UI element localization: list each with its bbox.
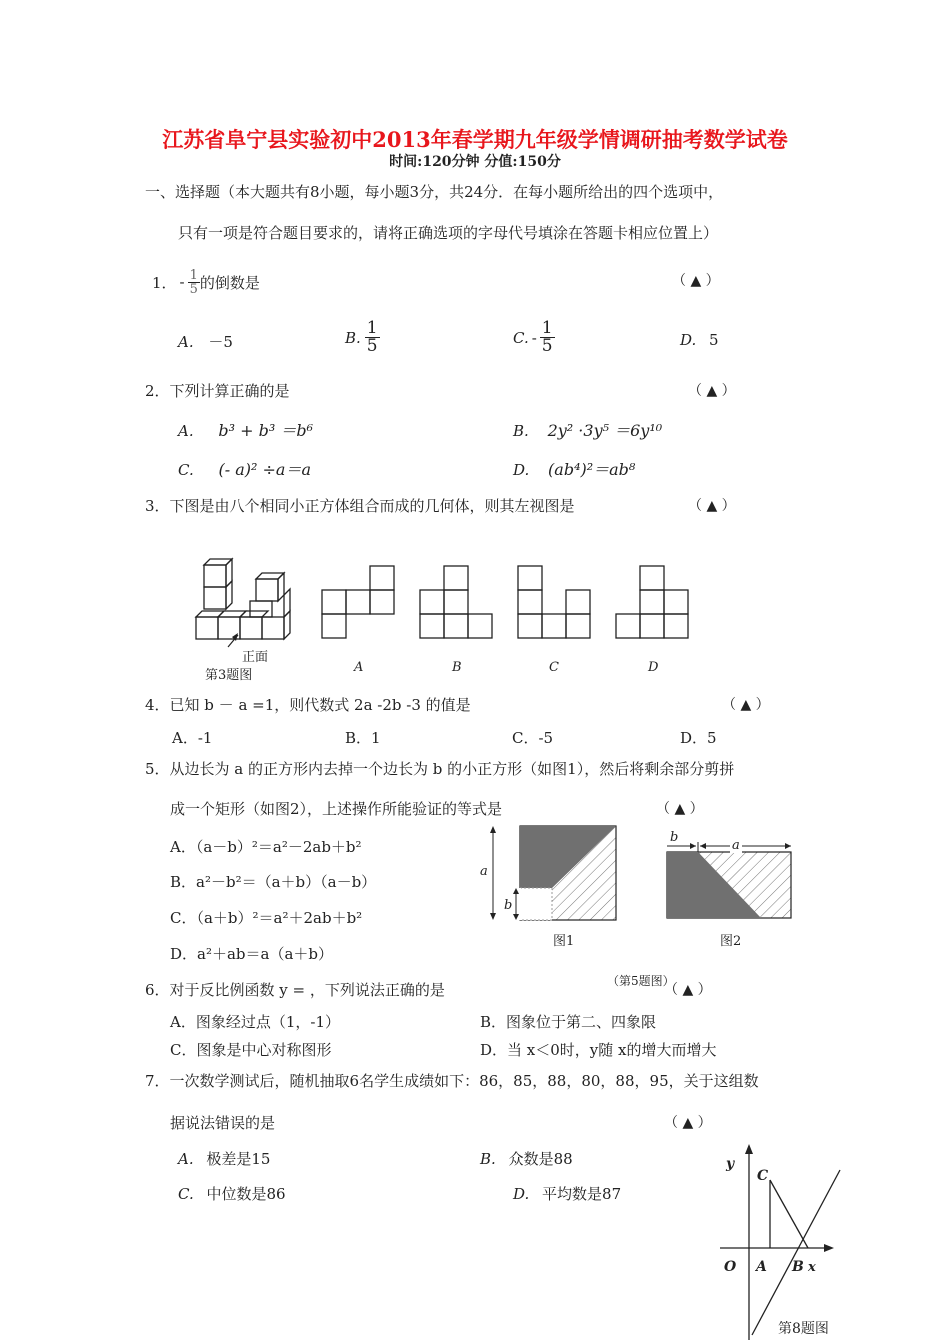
q7-a-label: A. (178, 1150, 194, 1168)
q1-a-value: －5 (208, 333, 233, 351)
q1-c-label: C. (513, 328, 529, 347)
q1-d-label: D. (680, 331, 697, 349)
q5-fig1-caption: 图1 (553, 934, 575, 949)
q1-option-a (178, 331, 233, 352)
exam-title: 江苏省阜宁县实验初中2013年春学期九年级学情调研抽考数学试卷 (162, 127, 788, 152)
q6-option-c: C．图象是中心对称图形 (170, 1041, 332, 1059)
q1-frac-den: 5 (189, 281, 198, 297)
q1-text: 的倒数是 (199, 273, 260, 292)
q5-figure-caption: （第5题图） (607, 974, 675, 988)
q5-option-c: C．（a＋b）²＝a²＋2ab＋b² (170, 909, 363, 927)
q7-a-text: 极差是15 (206, 1150, 271, 1168)
q2-c-expr: (- a)² ÷a＝a (218, 460, 312, 479)
q2-b-expr: 2y² ·3y⁵ ＝6y¹⁰ (547, 421, 663, 440)
q8-a-label: A (756, 1259, 767, 1275)
q1-neg-sign: - (179, 273, 185, 291)
q7-option-d (513, 1183, 621, 1204)
q8-figure-caption: 第8题图 (778, 1321, 829, 1337)
q7-stem-line2: 据说法错误的是 (170, 1114, 276, 1132)
q2-answer-mark: （ ▲ ） (688, 383, 736, 399)
q5-fig2-caption: 图2 (720, 934, 742, 949)
q2-c-label: C. (178, 461, 194, 479)
q1-frac-num: 1 (189, 267, 198, 283)
q7-option-b (480, 1148, 573, 1169)
q3-option-b-view (418, 566, 498, 646)
q2-a-label: A. (178, 422, 194, 440)
q1-option-d (680, 331, 719, 349)
q7-option-c (178, 1183, 286, 1204)
q5-fig1-label-b: b (504, 898, 513, 913)
q8-y-label: y (726, 1156, 735, 1172)
q4-answer-mark: （ ▲ ） (722, 697, 770, 713)
q6-answer-mark: （ ▲ ） (664, 982, 712, 998)
q1-a-label: A. (178, 333, 194, 351)
q1-c-num: 1 (541, 318, 553, 338)
q5-stem-line2: 成一个矩形（如图2），上述操作所能验证的等式是 (170, 800, 503, 818)
q3-option-c-view (516, 566, 596, 646)
q1-b-fraction (365, 320, 380, 355)
q4-option-b: B．1 (345, 729, 381, 747)
q1-b-num: 1 (366, 318, 378, 338)
q3-option-b-label: B (452, 660, 462, 675)
q1-c-den: 5 (541, 336, 553, 356)
q3-option-d-label: D (648, 660, 659, 675)
q1-b-label: B. (345, 328, 361, 347)
q7-stem-line1: 7．一次数学测试后，随机抽取6名学生成绩如下：86，85，88，80，88，95，关于这组数 (145, 1072, 759, 1090)
q2-option-d (513, 457, 635, 480)
q5-stem-line1: 5．从边长为 a 的正方形内去掉一个边长为 b 的小正方形（如图1），然后将剩余部分剪拼 (145, 760, 735, 778)
q7-b-label: B. (480, 1150, 496, 1168)
q7-option-a (178, 1148, 270, 1169)
q8-b-label: B (792, 1259, 804, 1275)
q5-option-b: B．a²－b²＝（a＋b）（a－b） (170, 873, 377, 891)
q3-option-d-view (614, 566, 694, 646)
q3-front-label: 正面 (242, 650, 269, 665)
q3-option-c-label: C (549, 660, 559, 675)
q4-option-c: C．-5 (512, 729, 554, 747)
q1-c-fraction (540, 320, 555, 355)
q2-option-c (178, 457, 311, 480)
q3-stem: 3．下图是由八个相同小正方体组合而成的几何体，则其左视图是 (145, 497, 575, 515)
q8-x-label: x (808, 1260, 816, 1275)
exam-subtitle: 时间:120分钟 分值:150分 (389, 154, 561, 170)
q2-b-label: B. (513, 422, 529, 440)
q7-b-text: 众数是88 (508, 1150, 573, 1168)
q7-c-text: 中位数是86 (206, 1185, 286, 1203)
q1-option-b (345, 320, 380, 355)
q7-c-label: C. (178, 1185, 194, 1203)
q7-d-label: D. (513, 1185, 530, 1203)
q3-option-a-view (320, 566, 400, 646)
q3-option-a-label: A (354, 660, 364, 675)
q6-option-d: D．当 x＜0时，y随 x的增大而增大 (480, 1041, 717, 1059)
q7-d-text: 平均数是87 (542, 1185, 622, 1203)
q1-number: 1． (152, 273, 177, 292)
q1-d-value: 5 (709, 331, 719, 349)
q3-cube-figure (192, 555, 302, 645)
q3-answer-mark: （ ▲ ） (688, 498, 736, 514)
q7-answer-mark: （ ▲ ） (664, 1115, 712, 1131)
q8-o-label: O (724, 1259, 737, 1275)
q6-option-b: B．图象位于第二、四象限 (480, 1013, 657, 1031)
q5-fig2-label-b: b (670, 830, 679, 845)
q2-option-a (178, 418, 313, 441)
section-instructions-line1: 一、选择题（本大题共有8小题，每小题3分，共24分．在每小题所给出的四个选项中， (145, 183, 724, 201)
q4-option-d: D．5 (680, 729, 717, 747)
q1-stem (152, 262, 260, 302)
q5-option-d: D．a²＋ab＝a（a＋b） (170, 945, 334, 963)
q5-fig1-label-a: a (480, 864, 488, 879)
q4-option-a: A．-1 (172, 729, 213, 747)
q4-stem: 4．已知 b － a =1，则代数式 2a -2b -3 的值是 (145, 696, 471, 714)
q1-option-c (513, 320, 555, 355)
q3-figure-caption: 第3题图 (205, 668, 253, 683)
section-instructions-line2: 只有一项是符合题目要求的，请将正确选项的字母代号填涂在答题卡相应位置上） (178, 224, 719, 242)
q6-stem: 6．对于反比例函数 y = ，下列说法正确的是 (145, 981, 445, 999)
q2-stem: 2．下列计算正确的是 (145, 382, 290, 400)
q5-answer-mark: （ ▲ ） (656, 801, 704, 817)
q1-c-neg: - (531, 328, 537, 347)
q6-option-a: A．图象经过点（1，-1） (170, 1013, 340, 1031)
q8-c-label: C (757, 1168, 769, 1184)
q2-a-expr: b³ + b³ ＝b⁶ (218, 421, 314, 440)
q1-answer-mark: （ ▲ ） (672, 273, 720, 289)
q1-b-den: 5 (366, 336, 378, 356)
q5-fig2-label-a: a (732, 838, 740, 853)
q2-d-label: D. (513, 461, 530, 479)
q2-option-b (513, 418, 662, 441)
q2-d-expr: (ab⁴)²＝ab⁸ (548, 460, 636, 479)
q1-fraction (188, 269, 200, 296)
q5-option-a: A．（a－b）²＝a²－2ab＋b² (170, 838, 362, 856)
